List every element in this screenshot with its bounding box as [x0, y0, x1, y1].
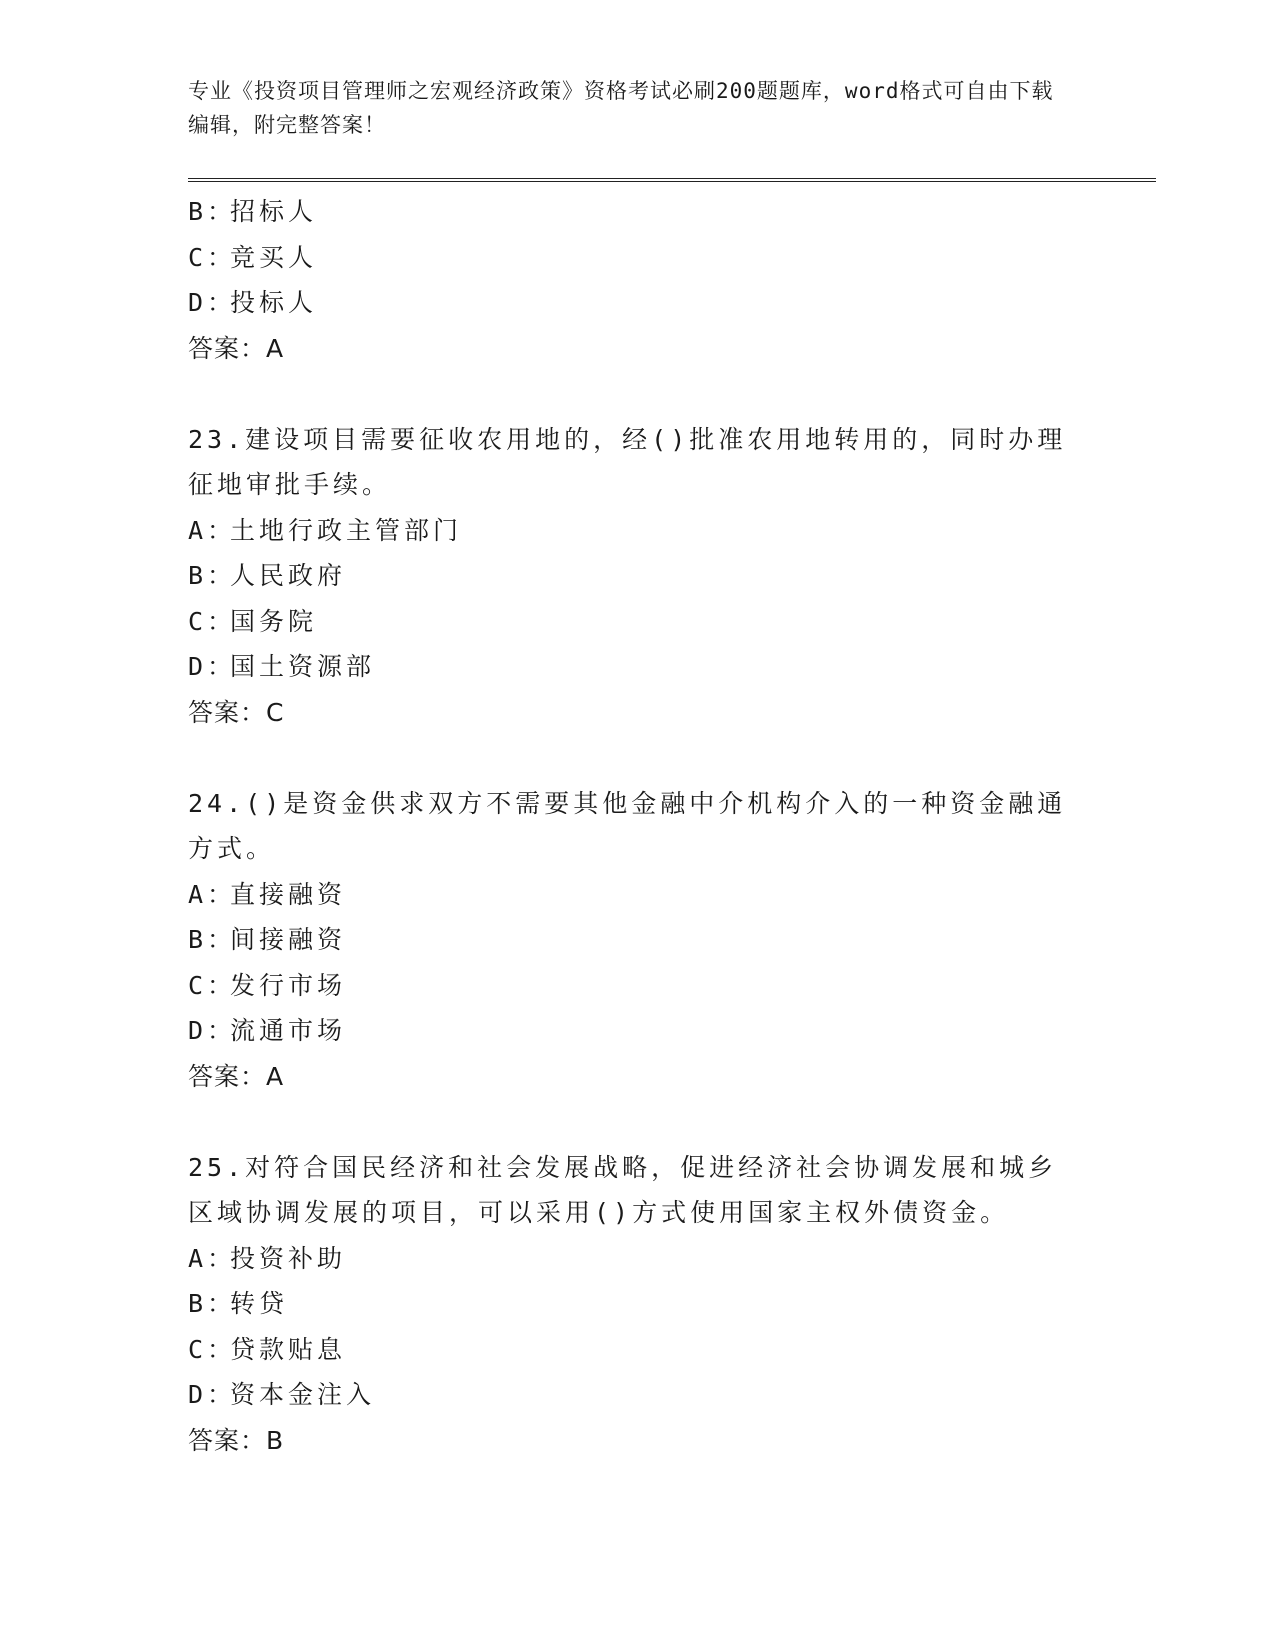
option-text: 国土资源部 [230, 652, 376, 681]
spacer [188, 735, 1068, 781]
option-text: 竞买人 [230, 242, 318, 272]
question-block [188, 417, 1068, 736]
option-key: A： [188, 879, 237, 909]
option-text: 招标人 [230, 197, 318, 226]
spacer [188, 1099, 1068, 1145]
option-text: 国务院 [230, 606, 318, 636]
option-item [188, 508, 1068, 554]
option-text: 转贷 [230, 1289, 289, 1318]
carryover-block [188, 189, 1068, 371]
option-key: B： [188, 197, 237, 226]
option-key: D： [188, 1016, 237, 1045]
option-item [188, 1281, 1068, 1327]
answer-line: 答案：B [188, 1425, 285, 1455]
option-item [188, 189, 1068, 235]
option-item [188, 1372, 1068, 1418]
option-key: B： [188, 561, 237, 590]
answer-line: 答案：C [188, 697, 285, 727]
option-item [188, 872, 1068, 918]
option-key: D： [188, 652, 237, 681]
option-text: 人民政府 [230, 561, 347, 590]
option-text: 投标人 [230, 288, 318, 317]
option-key: D： [188, 288, 237, 317]
option-text: 流通市场 [230, 1016, 347, 1045]
header-divider [188, 178, 1156, 182]
option-text: 发行市场 [230, 970, 347, 1000]
option-key: A： [188, 515, 237, 545]
option-item [188, 1236, 1068, 1282]
option-item [188, 1008, 1068, 1054]
question-text: 24.()是资金供求双方不需要其他金融中介机构介入的一种资金融通方式。 [188, 788, 1067, 863]
option-item [188, 963, 1068, 1009]
option-text: 资本金注入 [230, 1380, 376, 1409]
option-item [188, 280, 1068, 326]
question-block [188, 781, 1068, 1100]
option-key: C： [188, 606, 237, 636]
option-item [188, 644, 1068, 690]
document-header: 专业《投资项目管理师之宏观经济政策》资格考试必刷200题题库，word格式可自由下载编辑，附完整答案！ [188, 79, 1054, 137]
option-text: 土地行政主管部门 [230, 515, 463, 545]
option-item [188, 917, 1068, 963]
option-key: B： [188, 925, 237, 954]
answer-line: 答案：A [188, 1061, 285, 1091]
question-text: 25.对符合国民经济和社会发展战略，促进经济社会协调发展和城乡区域协调发展的项目，可以采用()方式使用国家主权外债资金。 [188, 1152, 1058, 1227]
option-item [188, 599, 1068, 645]
option-item [188, 553, 1068, 599]
question-list [188, 189, 1068, 1463]
option-text: 直接融资 [230, 879, 347, 909]
option-text: 投资补助 [230, 1243, 347, 1273]
spacer [188, 371, 1068, 417]
question-block [188, 1145, 1068, 1464]
option-key: C： [188, 242, 237, 272]
option-key: B： [188, 1289, 237, 1318]
option-key: A： [188, 1243, 237, 1273]
option-text: 贷款贴息 [230, 1334, 347, 1364]
option-item [188, 1327, 1068, 1373]
option-key: D： [188, 1380, 237, 1409]
question-text: 23.建设项目需要征收农用地的，经()批准农用地转用的，同时办理征地审批手续。 [188, 424, 1067, 499]
option-key: C： [188, 970, 237, 1000]
option-text: 间接融资 [230, 925, 347, 954]
option-key: C： [188, 1334, 237, 1364]
option-item [188, 235, 1068, 281]
answer-line: 答案：A [188, 333, 285, 363]
